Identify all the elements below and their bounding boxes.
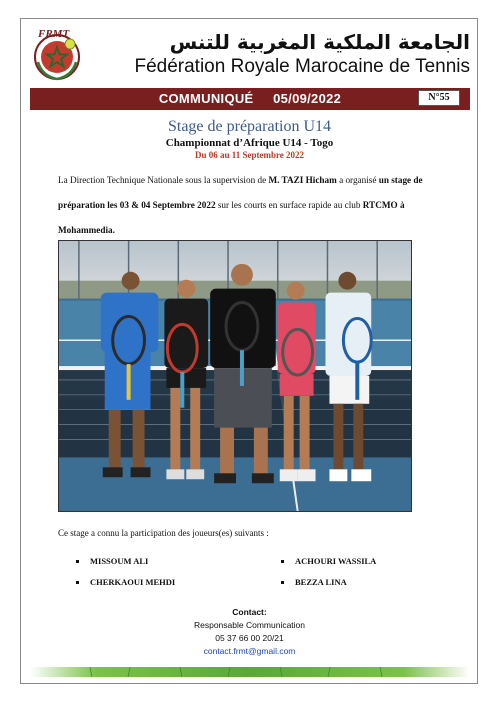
contact-heading: Contact: — [232, 607, 267, 617]
participation-intro: Ce stage a connu la participation des joueurs(es) suivants : — [58, 528, 269, 538]
player-name: ACHOURI WASSILA — [295, 556, 377, 566]
bullet — [76, 560, 79, 563]
grass-footer-decoration — [30, 664, 470, 678]
team-photo — [58, 240, 412, 512]
arabic-federation-title: الجامعة الملكية المغربية للتنس — [169, 30, 470, 54]
championship-dates: Du 06 au 11 Septembre 2022 — [194, 150, 305, 160]
bullet — [76, 581, 79, 584]
communique-banner — [30, 88, 470, 110]
stage-dates-text: un stage de préparation les 03 & 04 Septembre 2022 — [58, 175, 423, 210]
player-name: BEZZA LINA — [295, 577, 347, 587]
contact-role: Responsable Communication — [193, 620, 306, 630]
communique-number-badge: N°55 — [418, 90, 460, 106]
bullet — [281, 581, 284, 584]
intro-paragraph: La Direction Technique Nationale sous la supervision de M. TAZI Hicham a organisé un stage de préparation les 03 & 04 Septembre 2022 sur les courts en surface rapide au club RTCMO à Mohammedia. — [58, 175, 423, 235]
banner-date: 05/09/2022 — [273, 91, 342, 106]
banner-label: COMMUNIQUÉ — [158, 91, 254, 106]
contact-email-link[interactable]: contact.frmt@gmail.com — [203, 646, 296, 656]
championship-subtitle: Championnat d’Afrique U14 - Togo — [165, 137, 334, 149]
stage-title: Stage de préparation U14 — [167, 118, 332, 135]
bullet — [281, 560, 284, 563]
frmt-logo — [28, 26, 86, 84]
contact-phone: 05 37 66 00 20/21 — [215, 633, 284, 643]
player-name: MISSOUM ALI — [90, 556, 149, 566]
supervisor-name: M. TAZI Hicham — [268, 175, 337, 185]
club-name: RTCMO à Mohammedia. — [58, 200, 405, 235]
logo-text: FRMT — [38, 28, 70, 40]
player-name: CHERKAOUI MEHDI — [90, 577, 176, 587]
french-federation-title: Fédération Royale Marocaine de Tennis — [134, 56, 470, 77]
